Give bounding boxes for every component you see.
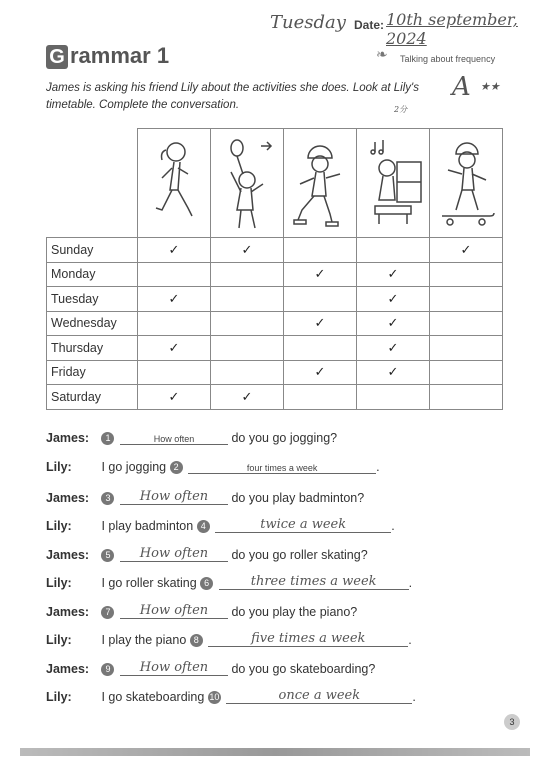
check-cell: ✓ [138, 287, 211, 312]
conversation-line [46, 574, 412, 590]
day-label: Thursday [47, 336, 138, 361]
check-cell [430, 262, 503, 287]
question-number: 6 [200, 577, 213, 590]
date-label: Date: [354, 18, 385, 32]
conversation-line [46, 603, 357, 619]
day-label: Monday [47, 262, 138, 287]
speaker-name: Lily: [46, 460, 72, 474]
check-cell [430, 385, 503, 410]
sentence-end: do you go skateboarding? [231, 661, 376, 676]
check-cell [211, 311, 284, 336]
sentence-end: . [412, 689, 416, 704]
check-cell: ✓ [430, 238, 503, 263]
answer-blank[interactable]: three times a week [219, 574, 409, 590]
conversation-line [46, 460, 380, 474]
answer-blank[interactable]: twice a week [215, 517, 391, 533]
section-title: rammar 1 [70, 43, 170, 68]
check-cell [430, 336, 503, 361]
section-subtitle: Talking about frequency [400, 54, 496, 64]
check-cell [430, 311, 503, 336]
sentence-start: I go roller skating [101, 575, 197, 590]
piano-icon [357, 129, 429, 237]
question-number: 10 [209, 692, 220, 702]
timetable-row [47, 311, 503, 336]
speaker-name: James: [46, 431, 90, 445]
sentence-end: . [376, 460, 380, 474]
check-cell: ✓ [211, 238, 284, 263]
answer-blank[interactable]: How often [120, 434, 228, 445]
check-cell [138, 360, 211, 385]
speaker-name: James: [46, 490, 90, 505]
instructions: James is asking his friend Lily about the activities she does. Look at Lily's timetable. Complete the conversation. [46, 82, 419, 111]
sentence-start: I play the piano [101, 632, 187, 647]
check-cell [357, 238, 430, 263]
conversation-line [46, 688, 416, 704]
sentence-end: do you go roller skating? [231, 547, 368, 562]
sentence-end: . [408, 632, 412, 647]
question-number: 7 [101, 606, 114, 619]
answer-blank[interactable]: five times a week [208, 631, 408, 647]
activity-header-row [47, 129, 503, 238]
speaker-name: Lily: [46, 575, 72, 590]
sentence-end: do you go jogging? [231, 431, 338, 445]
speaker-name: James: [46, 604, 90, 619]
answer-blank[interactable]: How often [120, 489, 228, 505]
grade-stars: ★★ [480, 80, 500, 93]
check-cell [284, 336, 357, 361]
sentence-start: I go skateboarding [101, 689, 205, 704]
sentence-end: do you play the piano? [231, 604, 358, 619]
badminton-cell [211, 129, 284, 238]
bottom-decorative-bar [20, 748, 530, 756]
sentence-start: I play badminton [101, 518, 194, 533]
answer-blank[interactable]: four times a week [188, 463, 376, 474]
conversation-line [46, 631, 412, 647]
roller-skating-icon [284, 129, 356, 237]
day-label: Tuesday [47, 287, 138, 312]
day-label: Friday [47, 360, 138, 385]
conversation-line [46, 489, 364, 505]
sentence-end: . [391, 518, 395, 533]
check-cell [284, 238, 357, 263]
check-cell [430, 360, 503, 385]
check-cell: ✓ [211, 385, 284, 410]
teacher-note: 2分 [394, 105, 408, 114]
check-cell [357, 385, 430, 410]
handwritten-day: Tuesday [270, 12, 346, 33]
teacher-grade: A [452, 72, 471, 102]
jogging-cell [138, 129, 211, 238]
question-number: 3 [101, 492, 114, 505]
check-cell [211, 287, 284, 312]
check-cell: ✓ [138, 238, 211, 263]
skateboarding-cell [430, 129, 503, 238]
check-cell: ✓ [138, 385, 211, 410]
timetable-row [47, 287, 503, 312]
section-logo: G [46, 45, 68, 69]
timetable-row [47, 360, 503, 385]
conversation-line [46, 660, 375, 676]
answer-blank[interactable]: once a week [226, 688, 412, 704]
check-cell [211, 360, 284, 385]
timetable [46, 128, 503, 410]
question-number: 9 [101, 663, 114, 676]
check-cell [211, 262, 284, 287]
conversation-line [46, 517, 395, 533]
question-number: 1 [101, 432, 114, 445]
timetable-row [47, 336, 503, 361]
conversation-line [46, 431, 337, 445]
roller-skating-cell [284, 129, 357, 238]
question-number: 2 [170, 461, 183, 474]
check-cell [138, 311, 211, 336]
badminton-icon [211, 129, 283, 237]
speaker-name: Lily: [46, 632, 72, 647]
check-cell: ✓ [357, 360, 430, 385]
question-number: 8 [190, 634, 203, 647]
conversation-line [46, 546, 368, 562]
speaker-name: Lily: [46, 689, 72, 704]
check-cell [138, 262, 211, 287]
skateboarding-icon [430, 129, 502, 237]
timetable-row [47, 385, 503, 410]
check-cell: ✓ [357, 262, 430, 287]
speaker-name: James: [46, 547, 90, 562]
sentence-end: . [408, 575, 413, 590]
speaker-name: James: [46, 661, 90, 676]
answer-blank[interactable]: How often [120, 603, 228, 619]
dragonfly-icon: ❧ [376, 46, 388, 62]
day-label: Wednesday [47, 311, 138, 336]
check-cell [284, 385, 357, 410]
answer-blank[interactable]: How often [120, 660, 228, 676]
check-cell: ✓ [138, 336, 211, 361]
check-cell: ✓ [284, 262, 357, 287]
sentence-start: I go jogging [101, 460, 167, 474]
timetable-row [47, 238, 503, 263]
timetable-row [47, 262, 503, 287]
jogging-icon [138, 129, 210, 237]
speaker-name: Lily: [46, 518, 72, 533]
day-label: Saturday [47, 385, 138, 410]
sentence-end: do you play badminton? [231, 490, 365, 505]
check-cell: ✓ [284, 311, 357, 336]
check-cell [430, 287, 503, 312]
check-cell: ✓ [357, 287, 430, 312]
day-label: Sunday [47, 238, 138, 263]
answer-blank[interactable]: How often [120, 546, 228, 562]
question-number: 5 [101, 549, 114, 562]
question-number: 4 [197, 520, 210, 533]
piano-cell [357, 129, 430, 238]
page-number: 3 [504, 714, 520, 730]
check-cell [211, 336, 284, 361]
check-cell [284, 287, 357, 312]
timetable-corner [47, 129, 138, 238]
handwritten-date: 10th september, 2024 [386, 10, 518, 48]
check-cell: ✓ [357, 336, 430, 361]
check-cell: ✓ [357, 311, 430, 336]
check-cell: ✓ [284, 360, 357, 385]
